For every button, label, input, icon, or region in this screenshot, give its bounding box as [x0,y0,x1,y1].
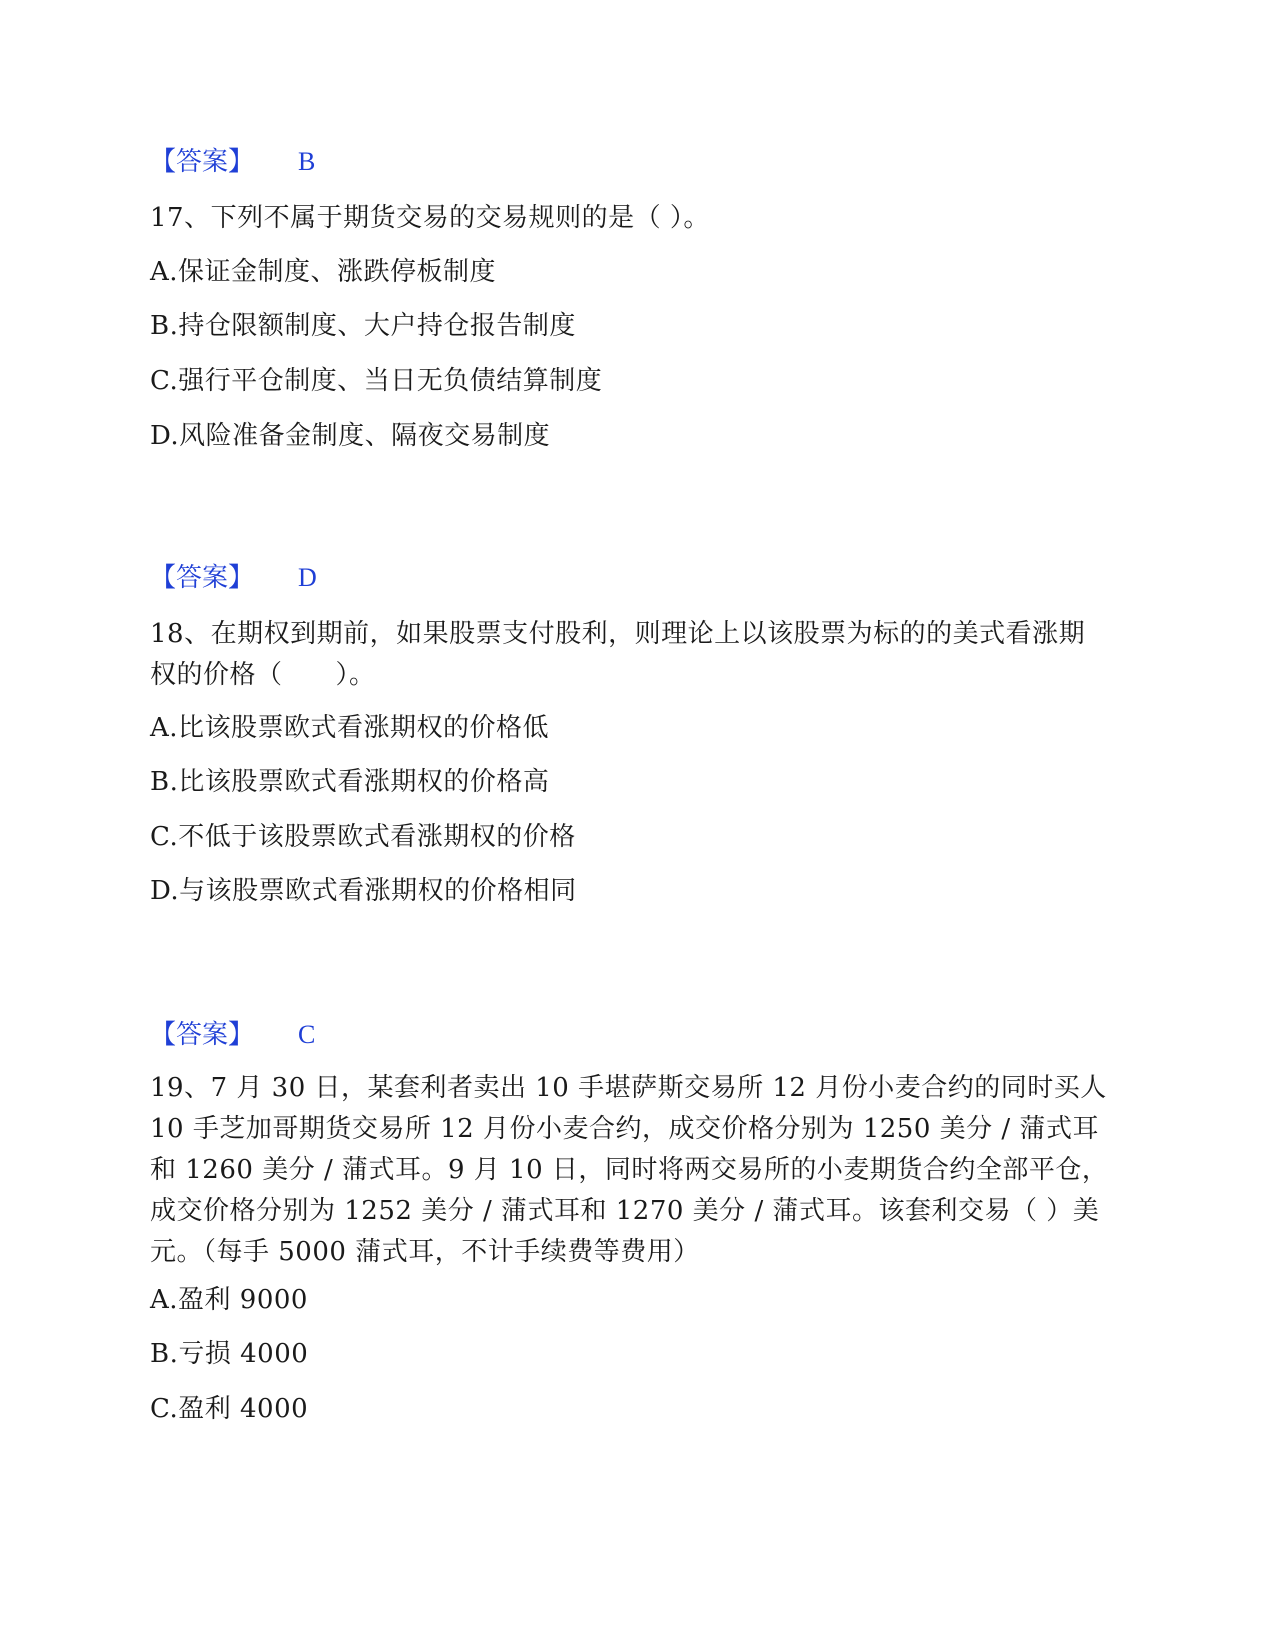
question-19: 19、7 月 30 日，某套利者卖出 10 手堪萨斯交易所 12 月份小麦合约的同时买人 10 手芝加哥期货交易所 12 月份小麦合约，成交价格分别为 1250 美分 / 蒲式耳和 1260 美分 / 蒲式耳。9 月 10 日，同时将两交易所的小麦期货合约全部平仓，成交价格分别为 1252 美分 / 蒲式耳和 1270 美分 / 蒲式耳。该套利交易（ ）美元。（每手 5000 蒲式耳，不计手续费等费用） [150,1073,1109,1267]
answer-line [150,146,315,178]
option-19-c: C.盈利 4000 [150,1394,309,1424]
answer-label: 【答案】 [150,563,255,593]
question-17: 17、下列不属于期货交易的交易规则的是（ ）。 [150,203,710,233]
option-18-d: D.与该股票欧式看涨期权的价格相同 [150,876,577,906]
answer-label: 【答案】 [150,147,255,177]
answer-line [150,1019,315,1051]
answer-value: D [298,563,317,592]
answer-value: C [298,1020,316,1049]
option-17-d: D.风险准备金制度、隔夜交易制度 [150,421,551,451]
option-18-c: C.不低于该股票欧式看涨期权的价格 [150,822,576,852]
option-17-a: A.保证金制度、涨跌停板制度 [150,257,497,287]
option-19-a: A.盈利 9000 [150,1285,308,1315]
option-19-b: B.亏损 4000 [150,1339,309,1369]
option-18-a: A.比该股票欧式看涨期权的价格低 [150,713,550,743]
answer-value: B [298,147,316,176]
answer-line [150,562,317,594]
question-18: 18、在期权到期前，如果股票支付股利，则理论上以该股票为标的的美式看涨期权的价格（ ）。 [150,619,1086,690]
option-17-b: B.持仓限额制度、大户持仓报告制度 [150,311,576,341]
option-18-b: B.比该股票欧式看涨期权的价格高 [150,767,550,797]
option-17-c: C.强行平仓制度、当日无负债结算制度 [150,366,603,396]
answer-label: 【答案】 [150,1020,255,1050]
